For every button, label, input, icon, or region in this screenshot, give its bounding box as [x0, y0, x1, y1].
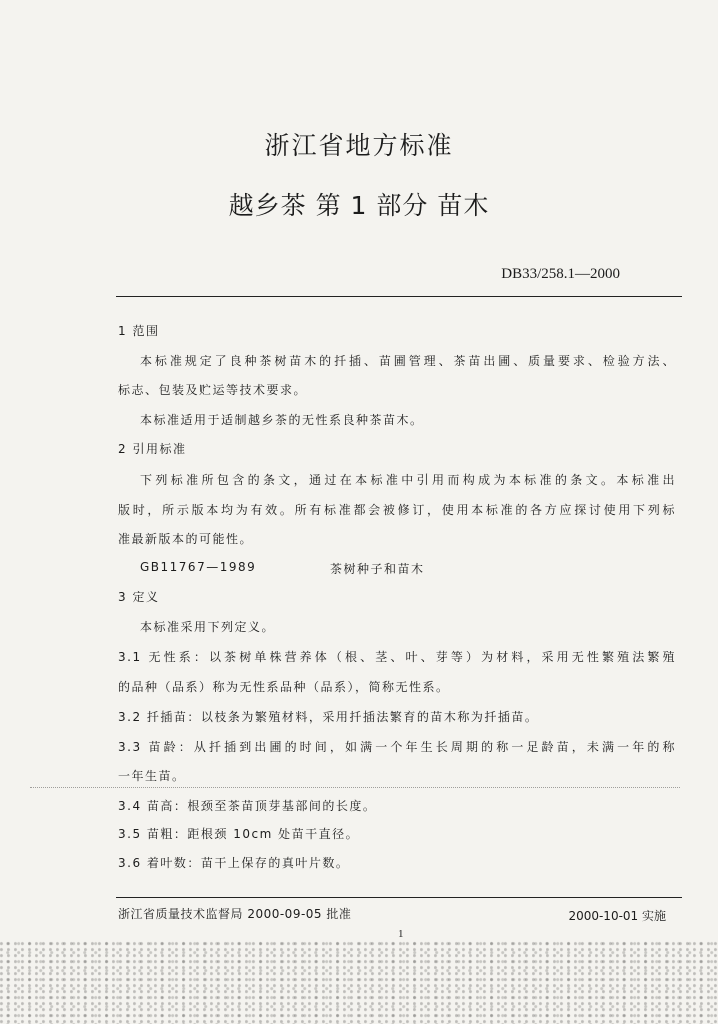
- reference-code: GB11767—1989: [140, 560, 257, 574]
- definition-3-4: 3.4 苗高：根颈至茶苗顶芽基部间的长度。: [118, 799, 377, 813]
- standard-category-title: 浙江省地方标准: [264, 131, 454, 160]
- standard-title: 越乡茶 第 1 部分 苗木: [228, 191, 490, 220]
- section-3-heading: 3 定义: [118, 590, 160, 604]
- section-1-para-2: 本标准适用于适制越乡茶的无性系良种茶苗木。: [140, 413, 424, 427]
- section-1-heading: 1 范围: [118, 324, 160, 338]
- section-1-para-1-line-2: 标志、包装及贮运等技术要求。: [118, 383, 308, 397]
- definition-3-1-line-1: 3.1 无性系：以茶树单株营养体（根、茎、叶、芽等）为材料，采用无性繁殖法繁殖: [118, 650, 676, 664]
- scan-artifact-line: [30, 787, 680, 788]
- section-1-para-1-line-1: 本标准规定了良种茶树苗木的扦插、苗圃管理、茶苗出圃、质量要求、检验方法、: [140, 354, 676, 368]
- implementation-date: 2000-10-01 实施: [568, 909, 666, 923]
- section-2-para-line-1: 下列标准所包含的条文，通过在本标准中引用而构成为本标准的条文。本标准出: [140, 473, 676, 487]
- scan-noise: [0, 940, 718, 1024]
- definition-3-3-line-1: 3.3 苗龄：从扦插到出圃的时间，如满一个年生长周期的称一足龄苗，未满一年的称: [118, 740, 676, 754]
- footer-divider: [116, 897, 682, 898]
- section-2-para-line-3: 准最新版本的可能性。: [118, 532, 254, 546]
- definition-3-6: 3.6 着叶数：苗干上保存的真叶片数。: [118, 856, 350, 870]
- reference-title: 茶树种子和苗木: [330, 562, 425, 576]
- definition-3-5: 3.5 苗粗：距根颈 10cm 处苗干直径。: [118, 827, 360, 841]
- definition-3-3-line-2: 一年生苗。: [118, 769, 186, 783]
- section-2-heading: 2 引用标准: [118, 442, 187, 456]
- definition-3-1-line-2: 的品种（品系）称为无性系品种（品系），简称无性系。: [118, 680, 450, 694]
- document-number: DB33/258.1—2000: [501, 266, 620, 282]
- section-2-para-line-2: 版时，所示版本均为有效。所有标准都会被修订，使用本标准的各方应探讨使用下列标: [118, 503, 676, 517]
- header-divider: [116, 296, 682, 297]
- page-number: 1: [398, 928, 404, 940]
- section-3-intro: 本标准采用下列定义。: [140, 620, 276, 634]
- definition-3-2: 3.2 扦插苗：以枝条为繁殖材料，采用扦插法繁育的苗木称为扦插苗。: [118, 710, 539, 724]
- approval-line: 浙江省质量技术监督局 2000-09-05 批准: [118, 907, 352, 921]
